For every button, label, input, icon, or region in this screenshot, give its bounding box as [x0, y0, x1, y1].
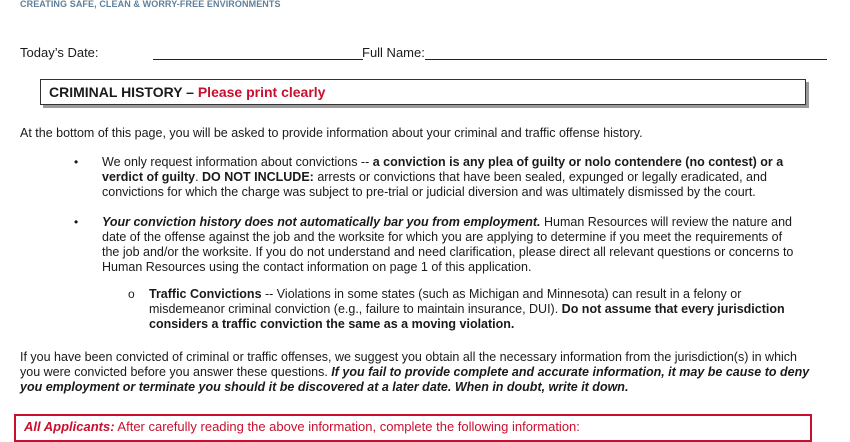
sub-bullet-text: [149, 287, 799, 332]
bullet-1-part-3: .: [195, 170, 203, 184]
all-applicants-label: All Applicants:: [24, 419, 115, 434]
todays-date-label: Today’s Date:: [20, 45, 99, 60]
section-title: [49, 84, 325, 100]
bullet-1-part-1: We only request information about convictions --: [102, 155, 373, 169]
closing-paragraph: [20, 350, 820, 395]
bullet-2-part-2: Human Resources will review the nature and date of the offense against the job and the worksite for which you are applying to determine if you meet the requirements of the job and/or the worksite. If you do not understand and need clarification, please direct all relevant questions or concerns to Human Resources using the contact information on page 1 of this application.: [102, 215, 794, 274]
sub-bullet-part-2: -- Violations in some states (such as Michigan and Minnesota) can result in a felony or misdemeanor criminal conviction (e.g., failure to maintain insurance, DUI).: [149, 287, 742, 316]
bullet-2-text: [102, 215, 802, 275]
closing-part-2: If you fail to provide complete and accurate information, it may be cause to deny you employment or terminate you should it be discovered at a later date. When in doubt, write it down.: [20, 365, 810, 394]
bullet-2-glyph: •: [74, 215, 79, 229]
sub-bullet-part-1: Traffic Convictions: [149, 287, 262, 301]
full-name-label: Full Name:: [362, 45, 425, 60]
criminal-history-section-header: [40, 79, 806, 105]
company-tagline: CREATING SAFE, CLEAN & WORRY-FREE ENVIRONMENTS: [20, 0, 281, 9]
sub-bullet-part-3: Do not assume that every jurisdiction considers a traffic conviction the same as a moving violation.: [149, 302, 785, 331]
section-title-main: CRIMINAL HISTORY –: [49, 84, 198, 100]
sub-bullet-glyph: o: [128, 287, 135, 301]
header-fields-row: [20, 43, 830, 63]
bullet-1-part-4: DO NOT INCLUDE:: [202, 170, 314, 184]
all-applicants-box: [14, 414, 812, 442]
bullet-1-text: [102, 155, 802, 200]
full-name-field[interactable]: [425, 59, 827, 60]
closing-part-1: If you have been convicted of criminal or traffic offenses, we suggest you obtain all the necessary information from the jurisdiction(s) in which you were convicted before you answer these questions.: [20, 350, 798, 379]
todays-date-field[interactable]: [153, 59, 363, 60]
bullet-1-glyph: •: [74, 155, 79, 169]
all-applicants-instruction: After carefully reading the above information, complete the following information:: [114, 419, 580, 434]
bullet-1-part-2: a conviction is any plea of guilty or nolo contendere (no contest) or a verdict of guilty: [102, 155, 784, 184]
bullet-1-part-5: arrests or convictions that have been sealed, expunged or legally eradicated, and convictions for which the charge was subject to pre-trial or judicial diversion and was ultimately dismissed by the court.: [102, 170, 767, 199]
section-title-instruction: Please print clearly: [197, 84, 326, 100]
intro-paragraph: At the bottom of this page, you will be asked to provide information about your criminal and traffic offense history.: [20, 126, 643, 140]
bullet-2-part-1: Your conviction history does not automatically bar you from employment.: [102, 215, 541, 229]
